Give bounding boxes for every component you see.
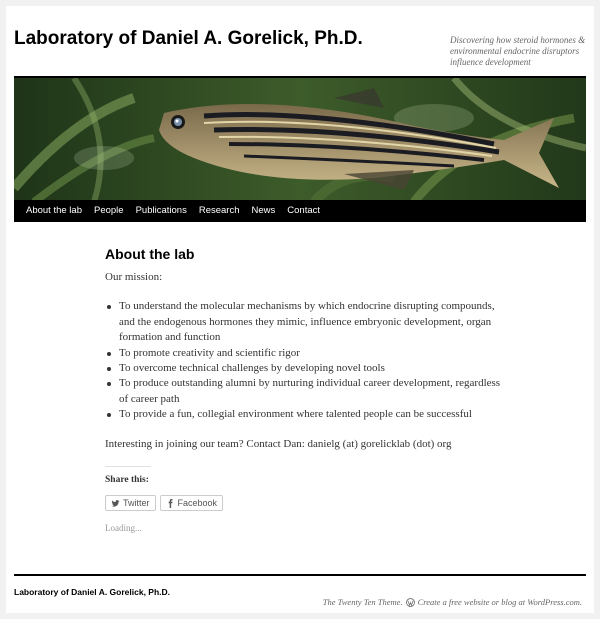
list-item: To promote creativity and scientific rigor — [105, 346, 505, 361]
facebook-label: Facebook — [177, 498, 218, 509]
main-nav — [14, 200, 586, 222]
page-wrapper — [6, 6, 594, 613]
header — [14, 76, 586, 222]
share-divider — [105, 466, 151, 467]
share-heading: Share this: — [105, 475, 149, 486]
share-buttons — [105, 495, 505, 511]
entry-content — [105, 270, 505, 452]
mission-list — [105, 299, 505, 422]
twitter-label: Twitter — [123, 498, 150, 509]
main-content — [105, 246, 505, 533]
header-image — [14, 76, 586, 200]
contact-text: Interesting in joining our team? Contact Dan: danielg (at) gorelicklab (dot) org — [105, 437, 452, 450]
footer-credits — [323, 597, 582, 607]
zebrafish-image — [14, 78, 586, 200]
footer-site-title[interactable]: Laboratory of Daniel A. Gorelick, Ph.D. — [14, 587, 171, 597]
twitter-share-button[interactable] — [105, 495, 156, 511]
page-title: About the lab — [105, 246, 195, 262]
site-description: Discovering how steroid hormones & environmental endocrine disruptors influence development — [450, 35, 586, 67]
facebook-share-button[interactable] — [160, 495, 224, 511]
mission-intro: Our mission: — [105, 271, 163, 283]
list-item: To overcome technical challenges by developing novel tools — [105, 361, 505, 376]
list-item: To understand the molecular mechanisms by which endocrine disrupting compounds, and the endogenous hormones they mimic, influence embryonic development, organ formation and function — [105, 299, 505, 345]
wordpress-link[interactable]: Create a free website or blog at WordPress.com. — [417, 597, 582, 607]
theme-link[interactable]: The Twenty Ten Theme. — [322, 597, 403, 607]
list-item: To provide a fun, collegial environment where talented people can be successful — [105, 407, 505, 422]
facebook-icon — [166, 499, 175, 508]
list-item: To produce outstanding alumni by nurturing individual career development, regardless of career path — [105, 376, 505, 407]
loading-text: Loading... — [105, 523, 142, 534]
twitter-icon — [111, 499, 120, 508]
nav-item-news[interactable]: News — [251, 205, 276, 216]
nav-item-research[interactable]: Research — [198, 205, 240, 216]
footer-rule — [14, 574, 586, 576]
nav-item-contact[interactable]: Contact — [287, 205, 321, 216]
wordpress-icon — [406, 598, 415, 607]
nav-item-publications[interactable]: Publications — [135, 205, 187, 216]
nav-item-people[interactable]: People — [94, 205, 124, 216]
nav-item-about[interactable]: About the lab — [26, 205, 82, 216]
site-title[interactable]: Laboratory of Daniel A. Gorelick, Ph.D. — [14, 28, 363, 49]
